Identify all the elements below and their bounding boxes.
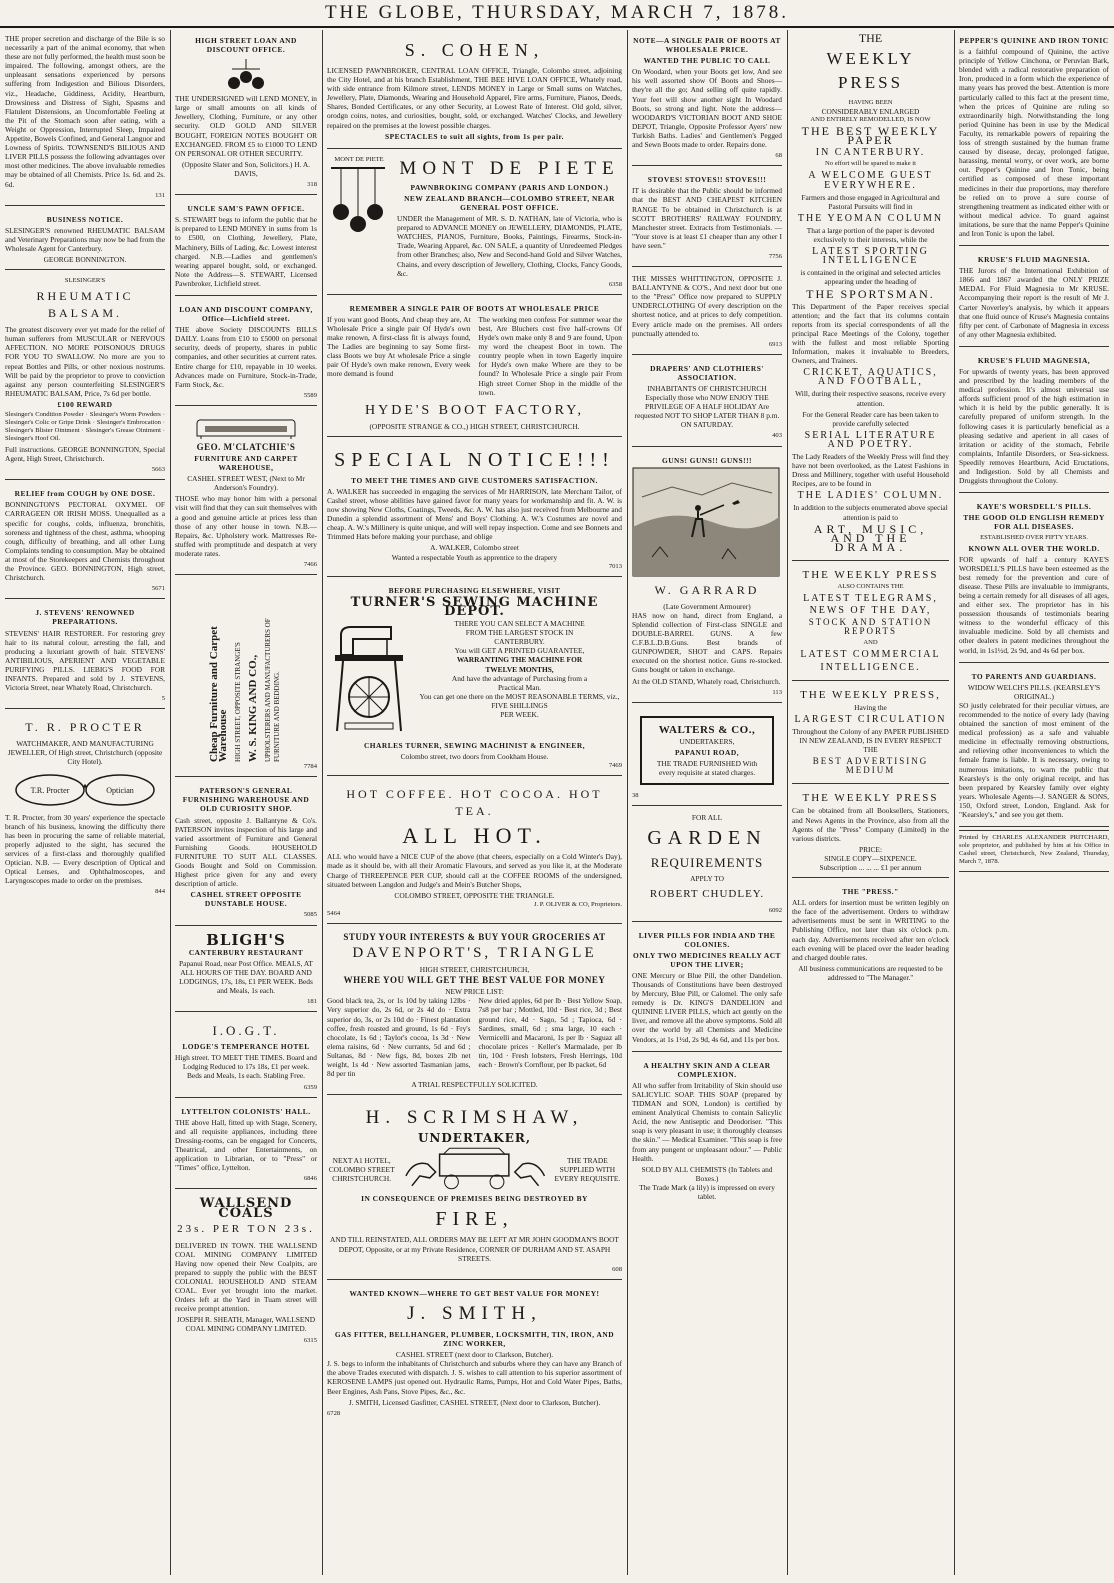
- ad-text: BONNINGTON'S PECTORAL OXYMEL OF CARRAGEEN OR IRISH MOSS. Unequalled as a specific for coughs, colds, influenza, bronchitis, soreness and tightness of the chest, asthma, whooping cough, difficulty of breathing, and all other Lung Complaints tending to consumption. May be obtained at most of the Storekeepers and Chemists throughout the Province. GEO. BONNINGTON, High street, Christchurch.: [5, 500, 165, 583]
- ad-address: CASHEL STREET WEST, (Next to Mr Anderson's Foundry).: [187, 474, 305, 493]
- ad-text: DELIVERED IN TOWN. THE WALLSEND COAL MINING COMPANY LIMITED Having now opened their New Coalpits, are prepared to supply the public with the BEST COLONIAL HOUSEHOLD AND STEAM COAL. Ever yet brought into the market. Orders left at the Yard in Tuam street will receive prompt attention.: [175, 1240, 317, 1314]
- ad-footer: SPECTACLES to suit all sights, from 1s per pair.: [385, 131, 564, 141]
- ad-text: Papanui Road, near Post Office. MEALS, AT ALL HOURS OF THE DAY. BOARD AND LODGINGS, 17s, 18s, £1 PER WEEK. Beds and Meals, 1s each.: [179, 958, 313, 995]
- ad-sign: JOSEPH R. SHEATH, Manager, WALLSEND COAL MINING COMPANY LIMITED.: [176, 1315, 316, 1334]
- ad-fire: FIRE,: [435, 1208, 514, 1231]
- ad-heading: WALLSEND COALS: [199, 1196, 293, 1221]
- ad-note: IN CONSEQUENCE OF PREMISES BEING DESTROYED BY: [361, 1194, 588, 1204]
- mont-emblem: [327, 156, 391, 280]
- wp-text: Throughout the Colony of any PAPER PUBLISHED IN NEW ZEALAND, IS IN EVERY RESPECT THE: [792, 726, 949, 755]
- ad-text: UNDER the Management of MR. S. D. NATHAN, late of Victoria, who is prepared to ADVANCE MONEY on JEWELLERY, DIAMONDS, PLATE, WATCHES, PIANOS, Furniture, Books, Paintings, Firearms, Stock-in-Trade, Wearing Apparel, &c. ON SALE, a quantity of Unredeemed Pledges from other Branches; also, New and Second-hand Gold and Silver Watches, Chains, and every description of Jewellery, Clothing, Clocks, Fancy Goods, &c.: [397, 214, 622, 278]
- wp-line: STOCK AND STATION REPORTS: [808, 617, 933, 637]
- ad-text: LICENSED PAWNBROKER, CENTRAL LOAN OFFICE, Triangle, Colombo street, adjoining the City Hotel, and at his branch Establishment, THE BEE HIVE LOAN OFFICE, Whately road, with side entrance from Kilmore street, LENDS MONEY in Large or Small sums on Watches, Jewellery, Plate, Diamonds, Wearing and Household Apparel, Fire arms, Furniture, Pianos, Deeds, Shares, Bonded Certificates, or any other Security, at Lowest Rate of Interest. Old gold, silver, orodgn coins, notes, and curiosities, bought, sold, or exchanged. Watches' Clocks, and Jewellery repaired on the premises at the lowest possible charges.: [327, 66, 622, 130]
- wp-text: For the General Reader care has been taken to provide carefully selected: [802, 409, 939, 428]
- ad-heading: KAYE'S WORSDELL'S PILLS.: [976, 502, 1092, 512]
- turner-line: TWELVE MONTHS,: [485, 664, 554, 674]
- ad-text: SLESINGER'S renowned RHEUMATIC BALSAM and Veterinary Preparations may now be had from the Wholesale Agent for Canterbury.: [5, 225, 165, 253]
- ad-subheading: REQUIREMENTS: [650, 855, 764, 871]
- price-list: New dried apples, 6d per lb · Best Yellow Soap, 7s8 per bar ; Mottled, 10d · Best rice, 3d ; Best ground rice, 4d · Sago, 5d ; Tapioca, 6d · Sardines, small, 6d ; sma large, 10 each · Vermicelli and Macaroni, 1s per lb · Saguaz all chocolate prices · Keller's Marmalade, per lb tin, 10d · Fresh lobsters, Fresh Herrings, 10d each · Brown's Cornflour, per lb packet, 6d: [478, 996, 622, 1069]
- ad-sign: J. SMITH, Licensed Gasfitter, CASHEL STREET, (Next door to Clarkson, Butcher).: [348, 1397, 601, 1407]
- ad-heading: THE WEEKLY PRESS: [802, 792, 939, 805]
- ad-whittington: [632, 270, 782, 355]
- ad-heading: UNCLE SAM'S PAWN OFFICE.: [187, 204, 305, 214]
- sofa-icon: [175, 416, 317, 440]
- ad-heading: A HEALTHY SKIN AND A CLEAR COMPLEXION.: [643, 1060, 771, 1079]
- ad-ref: 608: [612, 1265, 622, 1273]
- ad-text: THE above Society DISCOUNTS BILLS DAILY. Loans from £10 to £5000 on personal security, deeds of property, shares in public companies, and other securities at current rates. Entire charge for £10, repayable in 10 weeks. Advances made on Furniture, Stock-in-Trade, Farm Stock, &c.: [175, 325, 317, 389]
- ad-address: Colombo street, two doors from Cookham House.: [400, 752, 549, 762]
- ad-subheading: PAWNBROKING COMPANY (PARIS AND LONDON.): [410, 182, 609, 192]
- ad-ref: 5671: [151, 585, 165, 593]
- turner-line: THERE YOU CAN SELECT A MACHINE: [454, 619, 585, 629]
- ad-ref: 5: [161, 695, 165, 703]
- ad-text: THE MISSES WHITTINGTON, OPPOSITE J. BALLANTYNE & CO'S., And next door but one to the "Press" Office now prepared to SUPPLY UNDERCLOTHING Of every description on the shortest notice, and at prices to defy competition. Every article made on the premises. All orders punctually attended to.: [632, 274, 782, 338]
- ad-sign: GEORGE BONNINGTON.: [43, 255, 127, 265]
- ad-address: At the OLD STAND, Whately road, Christchurch.: [632, 676, 781, 686]
- ad-heading: WEEKLY PRESS: [826, 49, 915, 93]
- ad-mclatchie-furniture: [175, 409, 317, 575]
- vertical-ad: [175, 582, 317, 762]
- walters-box: [640, 716, 774, 785]
- pawn-balls-icon: [327, 164, 389, 234]
- wp-line: CONSIDERABLY ENLARGED: [821, 107, 920, 117]
- price-list: Good black tea, 2s, or 1s 10d by taking 12lbs · Very superior do, 2s 6d, or 2s 4d do · Extra superior do, 3s, or 2s 10d do · Finest plantation coffee, fresh roasted and ground, 1s 6d · Fry's chocolate, 1s 6d ; Taylor's cocoa, 1s 3d · New elema raisins, 6d · New currants, 5d and 6d ; Sultanas, 8d · New figs, 8d, boxes 2lb net weight, 1s 4d · New assorted Tasmanian jams, 8d per tin: [327, 996, 471, 1079]
- ad-list: Slesinger's Condition Powder · Slesinger's Worm Powders · Slesinger's Colic or Gripe Drink · Slesinger's Embrocation · Slesinger's Blister Ointment · Slesinger's Grease Ointment · Slesinger's Hoof Oil.: [5, 411, 165, 442]
- ad-address: COLOMBO STREET, OPPOSITE THE TRIANGLE.: [394, 890, 555, 900]
- turner-lines: [417, 619, 622, 739]
- ad-text: THOSE who may honor him with a personal visit will find that they can suit themselves with a good and genuine article at prices less than those of any other house in town. N.B.—Repairs, &c. Upholstery work. Mattresses Re-stuffed with promptitude and despatch at very moderate rates.: [175, 494, 317, 558]
- turner-line: And have the advantage of Purchasing from a: [451, 673, 588, 683]
- ad-ref: 403: [772, 432, 782, 440]
- ad-ref: 113: [772, 688, 782, 696]
- ad-hydes-boots: [327, 298, 622, 437]
- ad-heading: HIGH STREET LOAN AND DISCOUNT OFFICE.: [195, 36, 297, 55]
- wp-text: This Department of the Paper receives special attention; and the fact that its columns contain reports from its special correspondents of all the principal Race Meetings of the Colony, together with the fullest and most reliable Sporting Information, makes it invaluable to Breeders, Owners, and Trainers.: [792, 301, 949, 366]
- wp-text: Will, during their respective seasons, receive every attention.: [795, 389, 946, 408]
- ad-poem: The working men confess For summer wear the best, Are Bluchers cost five half-crowns Of Hyde's own make only 8 and 9 are found, Upon my word the cheapest Boot in town. The country people when in town Eagerly inquire for Hyde's own make Where are they to be found? In Wholesale Price a single pair From High street Corner Shop in the middle of the town.: [478, 314, 622, 397]
- ad-kruse-magnesia: [959, 249, 1109, 347]
- wp-yeoman: THE YEOMAN COLUMN: [797, 212, 944, 224]
- ad-blighs: [175, 929, 317, 1013]
- wp-line: NEWS OF THE DAY,: [809, 605, 932, 617]
- ad-text: THE TRADE FURNISHED With every requisite at stated charges.: [656, 758, 758, 778]
- ad-mont-de-piete: [327, 152, 622, 295]
- ad-heading: S. COHEN,: [404, 40, 545, 60]
- wp-art: ART, MUSIC, AND THE DRAMA.: [813, 521, 928, 554]
- ad-subheading: FURNITURE AND CARPET WAREHOUSE,: [194, 454, 298, 473]
- ad-garden: [632, 809, 782, 921]
- ad-text: ALL who would have a NICE CUP of the above (that cheers, especially on a Cold Winter's Day), made as it should be, with all their Aromatic Flavours, and served as you like it, at the Moderate Charge of THREEPENCE PER CUP, should call at the COFFEE ROOMS of the undersigned, situated between Langdon and Judge's and Mein's Butcher Shops,: [327, 852, 622, 889]
- wp-ladies: THE LADIES' COLUMN.: [797, 490, 944, 502]
- hearse-icon: [400, 1146, 548, 1192]
- wp-best-medium: BEST ADVERTISING MEDIUM: [812, 756, 929, 776]
- turner-line: CANTERBURY.: [494, 637, 545, 647]
- ad-drapers: [632, 358, 782, 447]
- ad-text: IT is desirable that the Public should be informed that the BEST AND CHEAPEST KITCHEN RANGE To be obtained in Christchurch is at SCOTT BROTHERS' RAILWAY FOUNDRY, Manchester street. Extracts from Testimonials. — "Your stove is at least £1 cheaper than any other I have seen.": [632, 186, 782, 250]
- wp-subscription: Subscription ... ... ... £1 per annum: [819, 863, 922, 872]
- ad-subheading: THE GOOD OLD ENGLISH REMEDY FOR ALL DISEASES.: [963, 513, 1105, 532]
- ad-heading: TURNER'S SEWING MACHINE DEPOT.: [350, 594, 599, 619]
- turner-line: Practical Man.: [497, 682, 542, 692]
- ad-kayes-pills: [959, 496, 1109, 662]
- ad-text: T. R. Procter, from 30 years' experience the spectacle branch of his business, knowing the difficulty there has been in procuring the same of reliable material, properly adjusted to the sight, has secured the services of a first-class and thoroughly qualified Optician. N.B. — Every description of Optical and Optical Lenses, and Ophthalmoscopes, and Laryngoscopes made to order on the premises.: [5, 812, 165, 886]
- ad-cohen: [327, 30, 622, 149]
- ad-heading: LYTTELTON COLONISTS' HALL.: [181, 1106, 311, 1116]
- ad-address: (Opposite Slater and Son, Solicitors.) H. A. DAVIS,: [181, 159, 311, 178]
- ad-bilious-pills: [5, 30, 165, 206]
- ad-text: SO justly celebrated for their peculiar virtues, are recommended to the notice of every lady (having obtained the sanction of most eminent of the medical profession) as a safe and valuable medicine in effectually removing obstructions, and relieving other inconveniences to which the female frame is liable. It is necessary, owing to numerous imitations, to warn the public that Kearsley's is the only original receipt, and has been prepared by Kearsley family over eighty years. Wholesale Agents—J. SANGER & SONS, 150, Oxford street, London, England. Ask for "Kearsley's," and see you get them.: [959, 700, 1109, 820]
- wp-text: In addition to the subjects enumerated above special attention is paid to: [793, 503, 948, 522]
- ad-stevens: [5, 602, 165, 709]
- ad-subheading: CANTERBURY RESTAURANT: [188, 947, 304, 957]
- wp-in: IN CANTERBURY.: [815, 147, 926, 159]
- ad-text: HAS now on hand, direct from England, a Splendid collection of First-class SINGLE and DOUBLE-BARREL GUNS. A few C.F.B.L.D.B.Guns. Best brands of GUNPOWDER, SHOT and CAPS. Repairs executed on the shortest notice. Guns re-stocked. Guns bought or taken in exchange.: [632, 610, 782, 675]
- ad-heading: PEPPER'S QUININE AND IRON TONIC: [959, 36, 1109, 45]
- ad-list-heading: NEW PRICE LIST:: [445, 987, 504, 997]
- ad-kicker: FOR ALL: [691, 813, 723, 823]
- ad-ref: 6358: [608, 280, 622, 288]
- ad-sign: CHARLES TURNER, SEWING MACHINIST & ENGINEER,: [363, 741, 586, 751]
- ad-heading: MONT DE PIETE: [399, 157, 620, 179]
- wp-text: That a large portion of the paper is devoted exclusively to their interests, while the: [806, 225, 935, 245]
- ad-text: On Woodard, when your Boots get low, And see his well assorted show Of Boots and Shoes—they're all the go; And selling off quite rapidly. Your feet will show another sight In Woodard Boots, so strong and light. Note the address— WOODARD'S VICTORIAN BOOT AND SHOE DEPOT, Triangle, Opposite Professor Ayers' new Turkish Baths. Ladies' and Gentlemen's Pegged and Sewn Boots made to order. Repairs done.: [632, 67, 782, 150]
- column-2: [170, 30, 322, 1575]
- ad-heading: WALTERS & CO.,: [658, 723, 756, 736]
- ad-subheading: ONLY TWO MEDICINES REALLY ACT UPON THE LIVER;: [633, 950, 781, 969]
- badge-left-text: T.R. Procter: [30, 785, 70, 795]
- ad-text: THE Jurors of the International Exhibition of 1866 and 1867 awarded the ONLY PRIZE MEDAL For Fluid Magnesia to Mr KRUSE. Accompanying their report is the result of Mr J. Carter Noverley's analysis, by which it appears that one fluid ounce of Kruse's Magnesia contains fifty per cent. of Carbonate of Magnesia in excess of any other Magnesia exhibited.: [959, 266, 1109, 339]
- ad-heading: RHEUMATIC BALSAM.: [36, 289, 134, 321]
- ad-kruse-magnesia-2: [959, 350, 1109, 493]
- ad-heading: NOTE—A SINGLE PAIR OF BOOTS AT WHOLESALE PRICE.: [633, 36, 781, 55]
- ad-turner-sewing: [327, 580, 622, 777]
- ad-ref: 7466: [303, 561, 317, 569]
- ad-procter: [5, 712, 165, 901]
- imprint-text: Printed by CHARLES ALEXANDER PRITCHARD, sole proprietor, and published by him at his Office in Cashel street, Christchurch, New Zealand, Thursday, March 7, 1878.: [959, 834, 1109, 866]
- ad-ref: 6846: [303, 1175, 317, 1183]
- ad-subheading: LODGE'S TEMPERANCE HOTEL: [182, 1042, 310, 1052]
- ad-heading: GUNS! GUNS!! GUNS!!!: [661, 455, 753, 465]
- printer-imprint: [959, 830, 1109, 872]
- ad-subheading: UNDERTAKER,: [417, 1131, 532, 1146]
- ad-lyttelton-hall: [175, 1101, 317, 1190]
- ad-weekly-press-circulation: [792, 684, 949, 785]
- ad-side-text: THE TRADE SUPPLIED WITH EVERY REQUISITE.: [554, 1155, 621, 1183]
- ad-sign: W. GARRARD: [654, 582, 760, 597]
- ad-text: ONE Mercury or Blue Pill, the other Dandelion. Thousands of Constitutions have been destroyed by Mercury, Blue Pill, or Calomel. The only safe remedy is Dr. KING'S DANDELION and QUININE LIVER PILLS, which act gently on the liver, and remove all the above symptoms. Sold all over the world by all Chemists and Medicine Vendors, at 1s 1½d, 2s 9d, 4s 6d, and 11s per box.: [632, 970, 782, 1044]
- ad-ref: 131: [155, 191, 165, 199]
- ad-poem: If you want good Boots, And cheap they are, At Wholesale Price a single pair Of Hyde's own make renown, A first-class fit is always found, The Ladies are beginning to say Some first-class Boots we buy At wholesale Price a single pair Of Hyde's own make renown, Every week more demand is found: [327, 314, 471, 379]
- wp-line: LATEST TELEGRAMS,: [803, 593, 938, 605]
- vertical-text: W. S. KING AND CO.,: [247, 654, 259, 763]
- wp-line: HAVING BEEN: [848, 99, 893, 107]
- ad-heading: THE WEEKLY PRESS,: [800, 688, 941, 701]
- ad-heading: GARDEN: [647, 827, 767, 850]
- spectacles-icon: [10, 770, 160, 810]
- ad-heading: J. STEVENS' RENOWNED PREPARATIONS.: [35, 608, 135, 627]
- ad-address: (OPPOSITE STRANGE & CO.,) HIGH STREET, CHRISTCHURCH.: [369, 421, 580, 431]
- vertical-text: UPHOLSTERERS AND MANUFACTURERS OF FURNITURE AND BEDDING.: [264, 618, 281, 763]
- ad-heading: REMEMBER A SINGLE PAIR OF BOOTS AT WHOLESALE PRICE: [349, 303, 600, 313]
- ad-scrimshaw: [327, 1098, 622, 1280]
- wp-line: LATEST COMMERCIAL: [800, 649, 941, 661]
- ad-rheumatic-balsam: [5, 273, 165, 480]
- ad-salicylic-soap: [632, 1055, 782, 1206]
- ad-stoves: [632, 169, 782, 267]
- ad-subheading: TO MEET THE TIMES AND GIVE CUSTOMERS SATISFACTION.: [351, 475, 598, 485]
- ad-address: CASHEL STREET OPPOSITE DUNSTABLE HOUSE.: [190, 890, 302, 909]
- ad-text: AND TILL REINSTATED, ALL ORDERS MAY BE LEFT AT MR JOHN GOODMAN'S BOOT DEPOT, Opposite, or at my Private Residence, CORNER OF DURHAM AND ST. ASAPH STREETS.: [330, 1235, 619, 1263]
- ad-high-street-loan: [175, 30, 317, 195]
- ad-price: 23s. PER TON 23s.: [177, 1222, 315, 1235]
- ad-text: The greatest discovery ever yet made for the relief of human sufferers from MUSCULAR or NERVOUS AFFECTION. NO MORE POISONOUS DRUGS FOR YOU TO SWALLOW. No more are you to repeat Bottles and Pills, or other noxious nostrums. Will be paid by the proprietor to prove to conviction against any person counterfeiting SLESINGER'S RHEUMATIC BALSAM, Price, 7s 6d per bottle.: [5, 325, 165, 398]
- hunting-scene-image: [632, 467, 780, 577]
- ad-footer: A TRIAL RESPECTFULLY SOLICITED.: [411, 1080, 538, 1090]
- ad-heading: T. R. PROCTER: [25, 720, 145, 735]
- ad-agent: Full instructions. GEORGE BONNINGTON, Special Agent, High Street, Christchurch.: [5, 445, 165, 464]
- column-3: [322, 30, 627, 1575]
- ad-uncle-sams: [175, 198, 317, 296]
- ad-apply: APPLY TO: [690, 874, 724, 884]
- ad-ref: 6359: [303, 1083, 317, 1091]
- ad-liver-pills: [632, 925, 782, 1052]
- ad-sold: SOLD BY ALL CHEMISTS (In Tablets and Boxes.): [641, 1164, 773, 1183]
- ad-kicker: SLESINGER'S: [64, 277, 106, 285]
- ad-king-furniture: [175, 578, 317, 777]
- ad-subheading: WIDOW WELCH'S PILLS. (KEARSLEY'S ORIGINAL.): [967, 682, 1101, 701]
- ad-heading: J. SMITH,: [407, 1302, 542, 1324]
- ad-ref: 38: [632, 792, 639, 800]
- column-6: [954, 30, 1114, 1575]
- ad-text: INHABITANTS OF CHRISTCHURCH Especially those who NOW ENJOY THE PRIVILEGE OF A HALF HOLIDAY Are requested NOT TO SHOP LATER THAN 8 p.m. ON SATURDAY.: [634, 384, 780, 430]
- ad-kicker: WANTED KNOWN—WHERE TO GET BEST VALUE FOR MONEY!: [349, 1288, 600, 1298]
- ad-cough: [5, 483, 165, 599]
- ad-heading: RELIEF from COUGH by ONE DOSE.: [14, 489, 156, 499]
- ad-ref: 68: [775, 152, 782, 160]
- ad-subheading: WATCHMAKER, AND MANUFACTURING JEWELLER, Of High street, Christchurch (opposite City Hotel).: [7, 739, 163, 767]
- wp-serial: SERIAL LITERATURE AND POETRY.: [804, 429, 937, 450]
- ad-widow-welch: [959, 666, 1109, 828]
- ad-address: CASHEL STREET (next door to Clarkson, Butcher).: [395, 1350, 554, 1360]
- ad-heading: H. SCRIMSHAW,: [365, 1107, 584, 1129]
- wp-text: Farmers and those engaged in Agricultural and Pastoral Pursuits will find in: [801, 192, 940, 211]
- ad-ref: 5085: [303, 911, 317, 919]
- ad-loan-discount: [175, 299, 317, 406]
- ad-ref: 7756: [768, 252, 782, 260]
- column-1: [0, 30, 170, 1575]
- ad-text: FOR upwards of half a century KAYE'S WORSDELL'S PILLS have been esteemed as the best remedy for the prevention and cure of disease. These Pills are invaluable to immigrants, being a certain remedy for all diseases of all ages, and either sex. The proprietor has in his possession thousands of testimonials bearing witness to the wonderful efficacy of this invaluable medicine. Sold by all chemists and other dealers in patent medicines throughout the world, in 1s1½d, 2s 9d, and 4s 6d per box.: [959, 554, 1109, 655]
- ad-heading: GEO. M'CLATCHIE'S: [196, 441, 296, 452]
- ad-heading: LOAN AND DISCOUNT COMPANY, Office—Lichfield street.: [179, 304, 313, 324]
- ad-subheading: GAS FITTER, BELLHANGER, PLUMBER, LOCKSMITH, TIN, IRON, AND ZINC WORKER,: [334, 1329, 615, 1349]
- ad-address: HIGH STREET, CHRISTCHURCH,: [419, 965, 530, 975]
- ad-text: All who suffer from Irritability of Skin should use SALICYLIC SOAP. THIS SOAP (prepared by TIDMAN and SON, London) is certified by eminent Analytical Chemists to contain Salicylic Acid, the new Antiseptic and Deodoriser. "This soap is very pleasant in use; it thoroughly cleanses the skin." — Medical Examiner. "This soap is free from any pungent or unpleasant odour." — Public Health.: [632, 1080, 782, 1163]
- wp-also: ALSO CONTAINS THE: [837, 583, 904, 591]
- ad-text: A. WALKER has succeeded in engaging the services of Mr HARRISON, late Merchant Tailor, of Cashel street, whose abilities have gained favor for many years for workmanship and fit. A. W. is now showing New Cloths, Coatings, Tweeds, &c. A. W. has also just received from Melbourne and Dunedin a splendid assortment of Mens' and Boys' Clothing. A. W.'s Costumes are novel and cheap. A. W.'s Millinery is quite unique, and will well repay inspection. Come and see Bonnets and Trimmed Hats before making your purchase, and oblige: [327, 486, 622, 542]
- ad-sign: A. WALKER, Colombo street: [430, 543, 519, 553]
- ad-text: For upwards of twenty years, has been approved and prescribed by the leading members of the medical profession. It's almost universal use affords sufficient proof of the high estimation in which it is held by the public generally. It is carefully prepared of uniform strength. In the following cases it is particularly beneficial as a pleasing sedative and aperient in all cases of irritation or acidity of the stomach, Febrile complaints, Infantile Disorders, or Sea-sickness. Speedily removes Heartburn, Acid Eructations, and Indigestion. Sold by all Chemists and Druggists throughout the Colony.: [959, 367, 1109, 486]
- ad-heading: KRUSE'S FLUID MAGNESIA.: [977, 255, 1091, 265]
- turner-line: FROM THE LARGEST STOCK IN: [465, 628, 574, 638]
- pawn-balls-icon: [175, 57, 317, 91]
- ad-side-text: NEXT A1 HOTEL, COLOMBO STREET CHRISTCHURCH.: [328, 1155, 395, 1183]
- ad-wanted: Wanted a respectable Youth as apprentice to the drapery: [391, 552, 558, 562]
- ad-ref: 181: [307, 998, 317, 1006]
- ad-heading: THE WEEKLY PRESS: [802, 568, 939, 581]
- emblem-label: MONT DE PIETE: [334, 155, 384, 163]
- ad-text: J. S. begs to inform the inhabitants of Christchurch and suburbs where they can have any Branch of the above Trades executed with dispatch. J. S. wishes to call attention to his superior assortment of KEROSENE LAMPS just opened out. Hydraulic Rams, Pumps, Hot and Cold Water Pipes, Baths, Beer Engines, Ash Pans, Stove Pipes, &c., &c.: [327, 1359, 622, 1396]
- ad-text: Cash street, opposite J. Ballantyne & Co's. PATERSON invites inspection of his large and varied assortment of Furniture and General Furnishing Goods. HOUSEHOLD FURNITURE TO SUIT ALL CLASSES. Goods Bought and Sold on Commission. Highest price given for any and every description of article.: [175, 815, 317, 889]
- ad-text: ALL orders for insertion must be written legibly on the face of the advertisement. Orders to withdraw advertisements must be sent in WRITING to the Publishing Office, not later than six o'clock p.m. each day. Advertisements received after ten o'clock each evening will be placed over the leader heading and charged double rates.: [792, 898, 949, 962]
- ad-ref: 5589: [303, 391, 317, 399]
- wp-line: INTELLIGENCE.: [820, 661, 921, 673]
- ad-ref: 7013: [608, 562, 622, 570]
- ad-established: ESTABLISHED OVER FIFTY YEARS.: [980, 533, 1088, 541]
- ad-note: All business communications are requested to be addressed to "The Manager.": [798, 963, 943, 982]
- wp-welcome-pre: No effort will be spared to make it: [825, 160, 916, 168]
- wp-having: Having the: [854, 702, 887, 712]
- ad-ref: 318: [307, 181, 317, 189]
- wp-best: THE BEST WEEKLY PAPER: [801, 124, 940, 148]
- badge-right-text: Optician: [106, 785, 134, 795]
- wp-sporting: LATEST SPORTING INTELLIGENCE: [812, 246, 929, 267]
- wp-sportsman: THE SPORTSMAN.: [806, 286, 935, 301]
- turner-line: You will GET A PRINTED GUARANTEE,: [454, 646, 585, 656]
- ad-kicker: BEFORE PURCHASING ELSEWHERE, VISIT: [388, 585, 561, 595]
- ad-ref: 7784: [303, 763, 317, 771]
- ad-heading: SPECIAL NOTICE!!!: [334, 448, 615, 471]
- ad-woodard-boots: [632, 30, 782, 166]
- ad-ref: 6728: [327, 1409, 341, 1417]
- ad-heading: TO PARENTS AND GUARDIANS.: [971, 671, 1097, 681]
- ad-subheading: WANTED THE PUBLIC TO CALL: [643, 56, 771, 66]
- ad-ref: 7469: [608, 762, 622, 770]
- wp-cricket: CRICKET, AQUATICS, AND FOOTBALL,: [803, 367, 938, 388]
- ad-iogt: [175, 1015, 317, 1097]
- ad-heading: THE "PRESS.": [842, 887, 899, 897]
- ad-text: STEVENS' HAIR RESTORER. For restoring grey hair to its natural colour, arresting the fall, and producing a luxuriant growth of hair. STEVENS' ANTIBILIOUS, APERIENT AND VEGETABLE PURIFYING PILLS. LIEBIG'S FOOD FOR INFANTS. Prepared and sold by J. STEVENS, Victoria Street, near Whately Road, Christchurch.: [5, 628, 165, 693]
- ad-special-notice: [327, 440, 622, 577]
- wp-circ: LARGEST CIRCULATION: [794, 713, 947, 725]
- masthead: THE GLOBE, THURSDAY, MARCH 7, 1878.: [0, 0, 1114, 28]
- ad-address: PAPANUI ROAD,: [674, 747, 740, 757]
- wp-single: SINGLE COPY—SIXPENCE.: [824, 853, 917, 863]
- ad-kicker: HOT COFFEE. HOT COCOA. HOT TEA.: [346, 787, 603, 819]
- optician-badge: [5, 770, 165, 810]
- ad-ref: 6315: [303, 1336, 317, 1344]
- ad-kicker: THE: [858, 31, 883, 45]
- ad-ref: 5464: [327, 909, 341, 917]
- vertical-text: HIGH STREET, OPPOSITE STRANGE'S: [234, 642, 242, 763]
- ad-press-notice: [792, 881, 949, 989]
- ad-business-notice: [5, 209, 165, 270]
- ad-text: is a faithful compound of Quinine, the active principle of Yellow Cinchona, or Peruvian Bark, blended with a radical restorative preparation of Iron, produced in a form which the experience of many years has proved the best. Attention is more particularly called to this fact at the present time, when the prices of Quinine are ruling so extraordinarily high. Notwithstanding the long period Quinine has been in use by the Medical Faculty, its remarkable powers of repairing the loss of strength sustained by the human frame caused by disease, decay, prolonged fatigue, harassing, mental worry, or over work, are borne out. Pepper's Quinine and Iron Tonic, being certified as composed of these important medicines in their due proportions, may therefore be relied on to prove a sure course of strengthening treatment as indicated either with or without medical advice. To guard against imitations, be sure that the name Pepper's Quinine and Iron Tonic is upon the label.: [959, 47, 1109, 238]
- ad-ref: 844: [155, 888, 165, 896]
- ad-pepper-tonic: [959, 30, 1109, 246]
- ad-ref: 6092: [768, 907, 782, 915]
- ad-guns: [632, 450, 782, 703]
- ad-davenports: [327, 927, 622, 1095]
- wp-text: Can be obtained from all Booksellers, Stationers, and News Agents in the Province, also from all the Agents of the "Press" Company (Limited) in the various districts.: [792, 806, 949, 843]
- ad-heading: BLIGH'S: [206, 930, 286, 949]
- ad-known: KNOWN ALL OVER THE WORLD.: [968, 543, 1100, 553]
- ad-ref: 6913: [768, 340, 782, 348]
- ad-wallsend-coal: [175, 1192, 317, 1349]
- ad-heading: LIVER PILLS FOR INDIA AND THE COLONIES.: [638, 930, 776, 949]
- vertical-text: Cheap Furniture and Carpet Warehouse: [208, 626, 229, 763]
- ad-walters: [632, 706, 782, 807]
- ad-text: THE UNDERSIGNED will LEND MONEY, in large or small amounts on all kinds of Jewellery, Clothing, Furniture, or any other security. OLD GOLD AND SILVER BOUGHT, FOREIGN NOTES BOUGHT OR EXCHANGED. FROM £5 to £1000 TO LEND ON PERSONAL OR OTHER SECURITY.: [175, 94, 317, 158]
- ad-weekly-press-subscription: [792, 787, 949, 878]
- turner-line: PER WEEK.: [500, 709, 539, 719]
- column-5: [787, 30, 954, 1575]
- turner-line: WARRANTING THE MACHINE FOR: [456, 655, 583, 665]
- ad-text: THE above Hall, fitted up with Stage, Scenery, and all requisite appliances, including three Dressing-rooms, can be engaged for Concerts, Theatrical, and other Entertainments, on application to Librarian, or to "Press" or "Times" office, Lyttelton.: [175, 1117, 317, 1173]
- ad-ref: 5663: [151, 466, 165, 474]
- wp-welcome: A WELCOME GUEST EVERYWHERE.: [808, 170, 933, 191]
- ad-text: THE proper secretion and discharge of the Bile is so necessarily a part of the animal economy, that when these are not fully performed, the health must soon be impaired. The following, amongst others, are the unpleasant sensations experienced by persons suffering from Indigestion and Bilious Disorders, viz., Headache, Giddiness, Acidity, Heartburn, Drowsiness and Distress of Sight, Spasms and Flatulent Distensions, an Uncomfortable Feeling at the Pit of the Stomach soon after eating, with a Weight or Oppression, Interrupted Sleep, Impaired Appetite, Bowels Confined, and General Languor and Lowness of Spirits. TOWNSEND'S BILIOUS AND LIVER PILLS possess the following advantages over most other medicines. The above invaluable remedies may be obtained of all Chemists. Price 1s. 6d. and 2s. 6d.: [5, 34, 165, 189]
- ad-heading: KRUSE'S FLUID MAGNESIA,: [977, 355, 1091, 365]
- wp-text: is contained in the original and selected articles appearing under the heading of: [800, 268, 941, 287]
- ad-j-smith: [327, 1283, 622, 1423]
- wp-price: PRICE:: [859, 844, 882, 854]
- wp-text: The Lady Readers of the Weekly Press will find they have not been overlooked, as the Latest Fashions in Dress and Millinery, together with useful Household Recipes, are to be found in: [792, 452, 949, 489]
- wp-line: AND ENTIRELY REMODELLED, IS NOW: [810, 116, 931, 124]
- ad-sign: ROBERT CHUDLEY.: [649, 888, 765, 901]
- ad-weekly-press: [792, 30, 949, 561]
- wp-line: AND: [863, 639, 878, 647]
- ad-address: NEW ZEALAND BRANCH—COLOMBO STREET, NEAR GENERAL POST OFFICE.: [404, 193, 615, 212]
- turner-line: You can get one there on the MOST REASONABLE TERMS, viz., FIVE SHILLINGS: [419, 691, 620, 710]
- ad-heading: BUSINESS NOTICE.: [46, 214, 124, 224]
- ad-subheading: (Late Government Armourer): [663, 601, 751, 611]
- ad-title: HYDE'S BOOT FACTORY,: [364, 402, 585, 418]
- ad-text: S. STEWART begs to inform the public that he is prepared to LEND MONEY in sums from 1s to £500, on Clothing, Jewellery, Plate, Machinery, Bills of Lading, &c. Lowest interest charged. N.B.—Ladies and gentlemen's wearing apparel bought, sold, or exchanged. Note the Address—S. STEWART, Licensed Pawnbroker, Lichfield street.: [175, 215, 317, 288]
- ad-heading: DAVENPORT'S, TRIANGLE: [352, 945, 597, 962]
- ad-all-hot: [327, 779, 622, 924]
- ad-weekly-press-telegrams: [792, 564, 949, 681]
- ad-heading: I.O.G.T.: [212, 1023, 280, 1039]
- ad-text: High street. TO MEET THE TIMES. Board and Lodging Reduced to 17s 18s, £1 per week. Beds and Meals, 1s each. Stabling Free.: [175, 1053, 317, 1081]
- ad-mark: The Trade Mark (a lily) is impressed on every tablet.: [639, 1182, 775, 1201]
- ad-paterson: [175, 780, 317, 925]
- ad-heading: PATERSON'S GENERAL FURNISHING WAREHOUSE AND OLD CURIOSITY SHOP.: [182, 786, 310, 814]
- ad-heading: DRAPERS' AND CLOTHIERS' ASSOCIATION.: [650, 363, 764, 382]
- ad-heading: STOVES! STOVES!! STOVES!!!: [647, 175, 767, 185]
- ad-subheading: UNDERTAKERS,: [679, 736, 735, 746]
- ad-subheading: WHERE YOU WILL GET THE BEST VALUE FOR MONEY: [343, 975, 606, 986]
- ad-reward: £100 REWARD: [57, 399, 113, 409]
- sewing-machine-icon: [327, 619, 411, 739]
- ad-kicker: STUDY YOUR INTERESTS & BUY YOUR GROCERIES AT: [343, 931, 606, 942]
- ad-sign: J. P. OLIVER & CO, Proprietors.: [533, 900, 622, 908]
- ad-heading: ALL HOT.: [402, 823, 547, 849]
- column-4: [627, 30, 787, 1575]
